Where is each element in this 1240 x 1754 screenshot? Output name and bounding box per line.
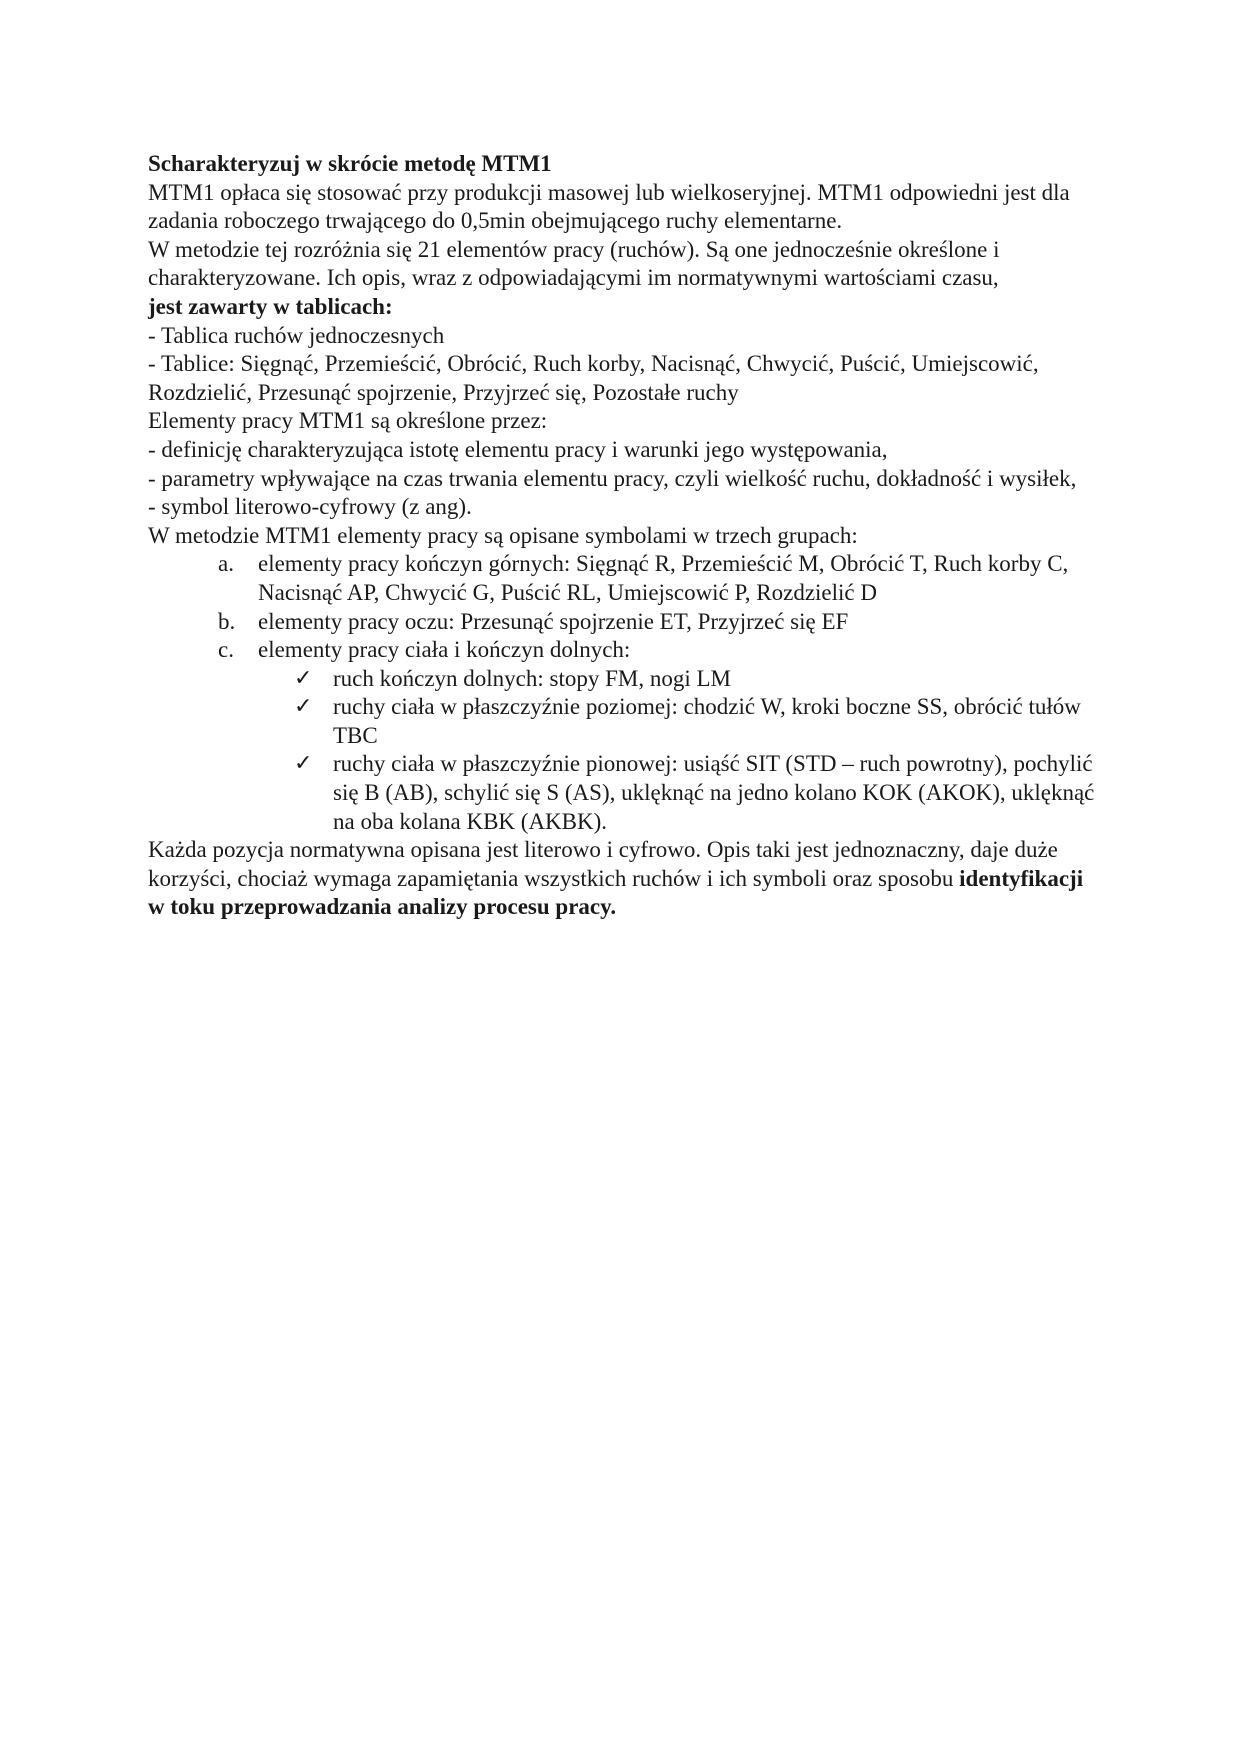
subgroup-item-1 <box>258 665 1098 694</box>
group-text-c: elementy pracy ciała i kończyn dolnych: <box>258 637 631 663</box>
subgroup-text-1: ruch kończyn dolnych: stopy FM, nogi LM <box>333 665 731 691</box>
group-marker-c: c. <box>218 637 234 663</box>
subgroups-list <box>148 665 1098 837</box>
group-marker-b: b. <box>218 608 236 634</box>
elements-intro: Elementy pracy MTM1 są określone przez: <box>148 408 548 434</box>
subgroup-text-2: ruchy ciała w płaszczyźnie poziomej: chodzić W, kroki boczne SS, obrócić tułów TBC <box>333 694 1081 748</box>
groups-list <box>148 550 1098 664</box>
group-text-b: elementy pracy oczu: Przesunąć spojrzenie ET, Przyjrzeć się EF <box>258 608 849 634</box>
group-text-a: elementy pracy kończyn górnych: Sięgnąć R, Przemieścić M, Obrócić T, Ruch korby C, Nacisnąć AP, Chwycić G, Puścić RL, Umiejscowić P, Rozdzielić D <box>258 551 1069 605</box>
subgroup-item-3 <box>258 750 1098 836</box>
document-title: Scharakteryzuj w skrócie metodę MTM1 <box>148 151 552 176</box>
elements-line-2: - parametry wpływające na czas trwania elementu pracy, czyli wielkość ruchu, dokładność i wysiłek, <box>148 465 1077 491</box>
intro-paragraph-1: MTM1 opłaca się stosować przy produkcji masowej lub wielkoseryjnej. MTM1 odpowiedni jest dla zadania roboczego trwającego do 0,5min obejmującego ruchy elementarne. <box>148 179 1070 234</box>
group-item-a <box>148 550 1098 607</box>
group-item-b <box>148 608 1098 637</box>
tables-line-1: - Tablica ruchów jednoczesnych <box>148 322 445 348</box>
intro-paragraph-2-text: W metodzie tej rozróżnia się 21 elementów pracy (ruchów). Są one jednocześnie określone i charakteryzowane. Ich opis, wraz z odpowiadającymi im normatywnymi wartościami czasu, <box>148 236 1000 291</box>
document-body <box>148 150 1098 922</box>
group-item-c <box>148 636 1098 665</box>
closing-bold-ending: identyfikacji w toku przeprowadzania analizy procesu pracy. <box>148 865 1084 920</box>
closing-text-normal: Każda pozycja normatywna opisana jest literowo i cyfrowo. <box>148 837 707 863</box>
subgroup-item-2 <box>258 693 1098 750</box>
group-marker-a: a. <box>218 551 234 577</box>
intro-bold-ending: jest zawarty w tablicach: <box>148 293 393 319</box>
checkmark-icon: ✓ <box>294 694 313 720</box>
groups-intro: W metodzie MTM1 elementy pracy są opisane symbolami w trzech grupach: <box>148 522 858 548</box>
symbol-line: - symbol literowo-cyfrowy (z ang). <box>148 494 472 520</box>
subgroup-text-3: ruchy ciała w płaszczyźnie pionowej: usiąść SIT (STD – ruch powrotny), pochylić się B (AB), schylić się S (AS), uklęknąć na jedno kolano KOK (AKOK), uklęknąć na oba kolana KBK (AKBK). <box>333 751 1095 834</box>
closing-text-rest: Opis taki jest jednoznaczny, daje duże korzyści, chociaż wymaga zapamiętania wszystkich ruchów i ich symboli oraz sposobu <box>148 837 1058 891</box>
elements-line-1: - definicję charakteryzująca istotę elementu pracy i warunki jego występowania, <box>148 436 888 462</box>
intro-paragraph-2 <box>148 236 1098 322</box>
closing-paragraph <box>148 836 1098 922</box>
checkmark-icon: ✓ <box>294 665 313 691</box>
checkmark-icon: ✓ <box>294 751 313 777</box>
tables-line-2: - Tablice: Sięgnąć, Przemieścić, Obrócić, Ruch korby, Nacisnąć, Chwycić, Puścić, Umiejscowić, Rozdzielić, Przesunąć spojrzenie, Przyjrzeć się, Pozostałe ruchy <box>148 351 1039 405</box>
